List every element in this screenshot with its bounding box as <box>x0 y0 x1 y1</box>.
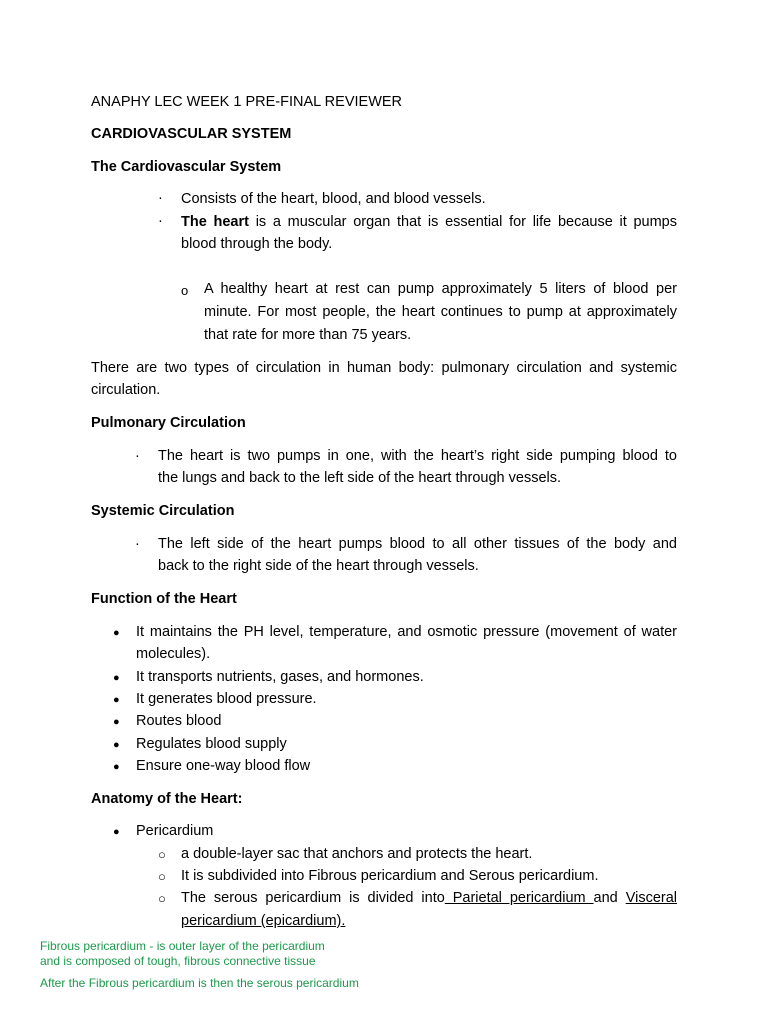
function-item-3: It generates blood pressure. <box>136 691 317 707</box>
bullet-glyph: · <box>158 213 163 229</box>
parietal-term: Parietal pericardium <box>444 890 594 906</box>
bullet-glyph: ● <box>113 627 120 639</box>
sub3-and: and <box>593 890 626 906</box>
section-title: CARDIOVASCULAR SYSTEM <box>91 126 292 142</box>
bold-term: The heart <box>181 214 249 230</box>
pulmonary-line2: the lungs and back to the left side of the heart through vessels. <box>158 470 562 486</box>
cv-bullet-1: Consists of the heart, blood, and blood vessels. <box>181 191 486 207</box>
bullet-glyph: ● <box>113 672 120 684</box>
bullet-glyph: · <box>135 536 140 552</box>
anatomy-heading: Anatomy of the Heart: <box>91 791 243 807</box>
cv-bullet-2-line1 <box>181 214 677 230</box>
anatomy-sub-2: It is subdivided into Fibrous pericardium and Serous pericardium. <box>181 868 599 884</box>
function-item-1-line1: It maintains the PH level, temperature, and osmotic pressure (movement of water <box>136 624 677 640</box>
cv-bullet-2-line2: blood through the body. <box>181 236 333 252</box>
systemic-heading: Systemic Circulation <box>91 503 235 519</box>
function-item-2: It transports nutrients, gases, and hormones. <box>136 669 424 685</box>
circulation-intro-line1: There are two types of circulation in human body: pulmonary circulation and systemic <box>91 360 677 376</box>
note-line-1: Fibrous pericardium - is outer layer of the pericardium <box>40 939 325 953</box>
cv-bullet-2-text: is a muscular organ that is essential for life because it pumps <box>248 214 677 230</box>
circulation-intro-line2: circulation. <box>91 382 161 398</box>
bullet-glyph: ● <box>113 716 120 728</box>
anatomy-sub-3-line2: pericardium (epicardium). <box>181 913 346 929</box>
function-item-1-line2: molecules). <box>136 646 211 662</box>
bullet-glyph: ● <box>113 739 120 751</box>
bullet-glyph: ● <box>113 826 120 838</box>
bullet-glyph: · <box>158 190 163 206</box>
function-heading: Function of the Heart <box>91 591 237 607</box>
function-item-4: Routes blood <box>136 713 222 729</box>
anatomy-sub-3-line1 <box>181 890 677 906</box>
cv-sub-line2: minute. For most people, the heart continues to pump at approximately <box>204 304 677 320</box>
cv-heading: The Cardiovascular System <box>91 159 282 175</box>
bullet-glyph: · <box>135 448 140 464</box>
function-item-5: Regulates blood supply <box>136 736 287 752</box>
anatomy-item: Pericardium <box>136 823 214 839</box>
circle-glyph: ○ <box>158 869 166 884</box>
visceral-term: Visceral <box>625 890 677 906</box>
doc-title: ANAPHY LEC WEEK 1 PRE-FINAL REVIEWER <box>91 94 403 110</box>
cv-sub-line1: A healthy heart at rest can pump approximately 5 liters of blood per <box>204 281 677 297</box>
bullet-glyph: ● <box>113 761 120 773</box>
anatomy-sub-1: a double-layer sac that anchors and protects the heart. <box>181 846 533 862</box>
note-line-2: and is composed of tough, fibrous connective tissue <box>40 954 316 968</box>
cv-sub-line3: that rate for more than 75 years. <box>204 327 412 343</box>
bullet-glyph: ● <box>113 694 120 706</box>
circle-glyph: ○ <box>158 891 166 906</box>
pulmonary-line1: The heart is two pumps in one, with the heart’s right side pumping blood to <box>158 448 677 464</box>
pulmonary-heading: Pulmonary Circulation <box>91 415 246 431</box>
circle-glyph: o <box>181 283 189 298</box>
sub3-text: The serous pericardium is divided into <box>181 890 445 906</box>
note-line-3: After the Fibrous pericardium is then the serous pericardium <box>40 976 359 990</box>
circle-glyph: ○ <box>158 847 166 862</box>
systemic-line1: The left side of the heart pumps blood to all other tissues of the body and <box>158 536 677 552</box>
function-item-6: Ensure one-way blood flow <box>136 758 311 774</box>
systemic-line2: back to the right side of the heart through vessels. <box>158 558 479 574</box>
